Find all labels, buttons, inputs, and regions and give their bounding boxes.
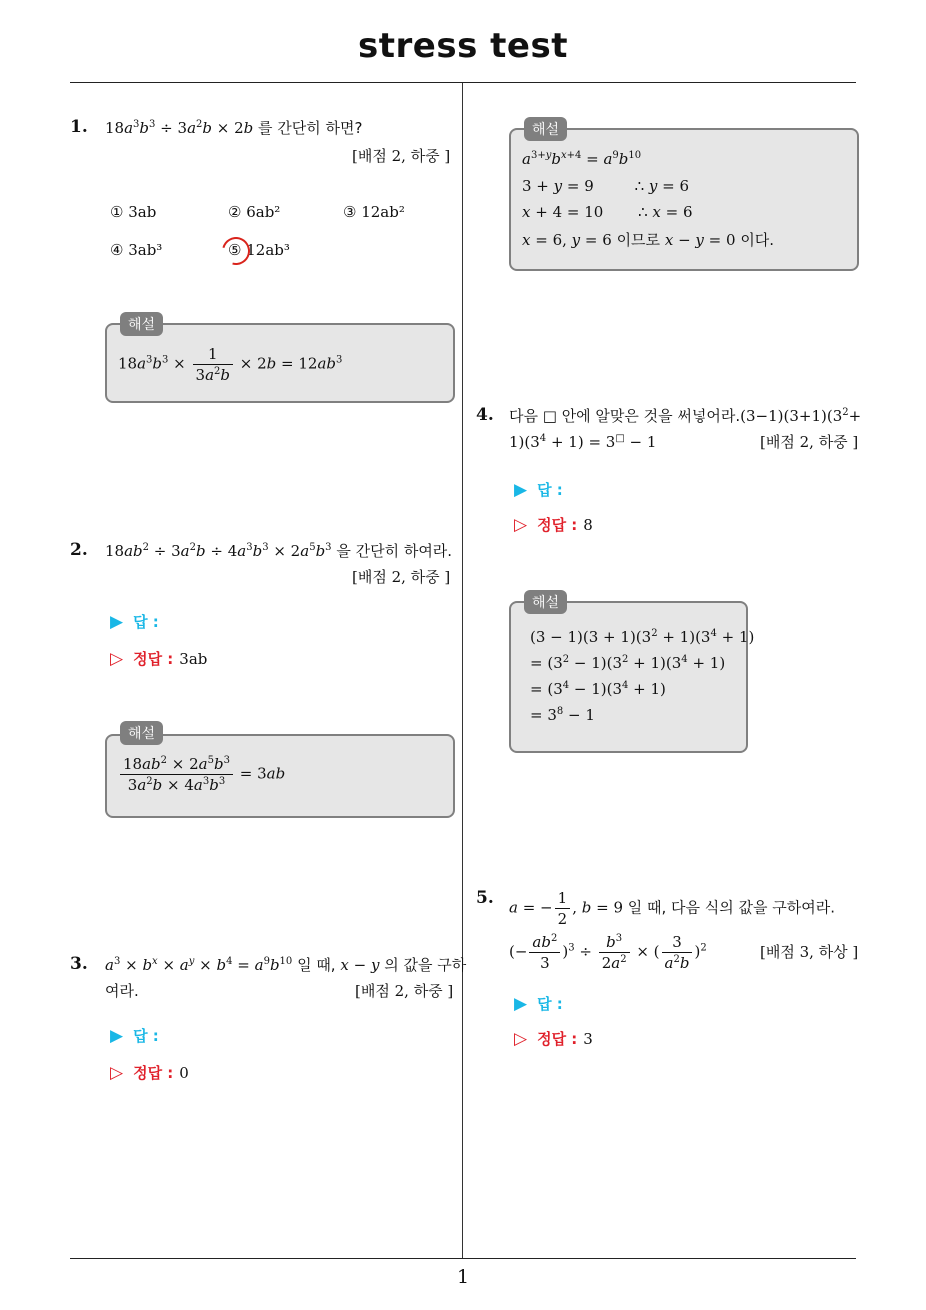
- choice-3[interactable]: ③ 12ab²: [343, 203, 405, 221]
- question-text: $18a^3b^3 \div 3a^2b \times 2b$ 를 간단히 하면?: [105, 119, 363, 137]
- solution-line-3: = $(3^4 - 1)(3^4 + 1)$: [530, 680, 666, 698]
- choice-5-value: 12ab³: [246, 241, 290, 259]
- solution-line: $18a^3b^3$ × $\frac{1}{3a^2b}$ × $2b = 12ab^3$: [118, 345, 343, 384]
- question-text-suffix: 를 간단히 하면?: [258, 119, 363, 137]
- correct-arrow-icon: ▷: [110, 1063, 124, 1083]
- solution-box: [509, 601, 748, 753]
- top-rule: [70, 82, 856, 83]
- solution-line-2: 3 + y = 9 ∴ y = 6: [522, 177, 690, 195]
- correct-answer: ▷ 정답 : 0: [110, 1063, 189, 1083]
- choice-4[interactable]: ④ 3ab³: [110, 241, 163, 259]
- solution-tab: 해설: [524, 117, 567, 141]
- correct-answer: ▷ 정답 : 3ab: [110, 649, 208, 669]
- question-number: 4.: [476, 405, 494, 425]
- answer-arrow-icon: ▶: [110, 1026, 124, 1046]
- question-text: $18ab^2 \div 3a^2b \div 4a^3b^3 \times 2a^5b^3$ 을 간단히 하여라.: [105, 542, 453, 560]
- correct-answer-value: 3: [583, 1030, 593, 1048]
- correct-answer: ▷ 정답 : 3: [514, 1029, 593, 1049]
- choice-5-marker: ⑤: [228, 241, 242, 259]
- solution-line-1: $a^{3+y}b^{x+4} = a^9b^{10}$: [522, 150, 642, 168]
- question-meta: [배점 2, 하중 ]: [352, 568, 451, 586]
- solution-tab: 해설: [120, 312, 163, 336]
- question-meta: [배점 3, 하상 ]: [760, 943, 859, 961]
- column-divider: [462, 83, 463, 1258]
- question-text-line2: $1)(3^4 + 1) = 3^□ - 1$: [509, 433, 657, 451]
- correct-answer: ▷ 정답 : 8: [514, 515, 593, 535]
- question-text-line2: 여라.: [105, 982, 139, 1000]
- correct-answer-value: 0: [179, 1064, 189, 1082]
- correct-arrow-icon: ▷: [514, 1029, 528, 1049]
- correct-arrow-icon: ▷: [514, 515, 528, 535]
- question-number: 3.: [70, 954, 88, 974]
- answer-label: ▶ 답 :: [110, 612, 159, 632]
- solution-line: $\frac{18ab^2 \times 2a^5b^3}{3a^2b \times 4a^3b^3}$ = 3ab: [118, 754, 285, 795]
- question-text: $a^3 \times b^x \times a^y \times b^4 = a^9b^{10}$ 일 때, x − y 의 값을 구하: [105, 956, 467, 974]
- solution-line-1: $(3 - 1)(3 + 1)(3^2 + 1)(3^4 + 1)$: [530, 628, 755, 646]
- answer-arrow-icon: ▶: [514, 480, 528, 500]
- document-title: stress test: [358, 26, 568, 66]
- solution-line-4: = $3^8 - 1$: [530, 706, 595, 724]
- solution-line-2: = $(3^2 - 1)(3^2 + 1)(3^4 + 1)$: [530, 654, 726, 672]
- solution-tab: 해설: [120, 721, 163, 745]
- solution-tab: 해설: [524, 590, 567, 614]
- question-text: 다음 □ 안에 알맞은 것을 써넣어라$.(3-1)(3+1)(3^2+$: [509, 407, 862, 425]
- correct-answer-value: 8: [583, 516, 593, 534]
- bottom-rule: [70, 1258, 856, 1259]
- answer-arrow-icon: ▶: [514, 994, 528, 1014]
- answer-label: ▶ 답 :: [514, 994, 563, 1014]
- choice-1[interactable]: ① 3ab: [110, 203, 157, 221]
- question-number: 5.: [476, 888, 494, 908]
- question-expression: (− $\frac{ab^2}{3}$ )$^3$ ÷ $\frac{b^3}{2a^2}$ × ( $\frac{3}{a^2b}$ )$^2$: [509, 933, 707, 972]
- question-meta: [배점 2, 하중 ]: [352, 147, 451, 165]
- correct-arrow-icon: ▷: [110, 649, 124, 669]
- question-text-suffix: 을 간단히 하여라.: [336, 542, 453, 560]
- selected-answer-circle-icon: [217, 232, 255, 270]
- solution-line-4: x = 6, y = 6 이므로 x − y = 0 이다.: [522, 231, 775, 249]
- answer-label: ▶ 답 :: [110, 1026, 159, 1046]
- correct-answer-value: 3ab: [179, 650, 208, 668]
- choice-2[interactable]: ② 6ab²: [228, 203, 281, 221]
- question-number: 2.: [70, 540, 88, 560]
- question-meta: [배점 2, 하중 ]: [760, 433, 859, 451]
- solution-line-3: x + 4 = 10 ∴ x = 6: [522, 203, 693, 221]
- question-meta: [배점 2, 하중 ]: [355, 982, 454, 1000]
- answer-label: ▶ 답 :: [514, 480, 563, 500]
- answer-arrow-icon: ▶: [110, 612, 124, 632]
- page-number: 1: [456, 1266, 470, 1288]
- question-text: a = − $\frac{1}{2}$ , b = 9 일 때, 다음 식의 값을 구하여라.: [509, 889, 836, 928]
- question-number: 1.: [70, 117, 88, 137]
